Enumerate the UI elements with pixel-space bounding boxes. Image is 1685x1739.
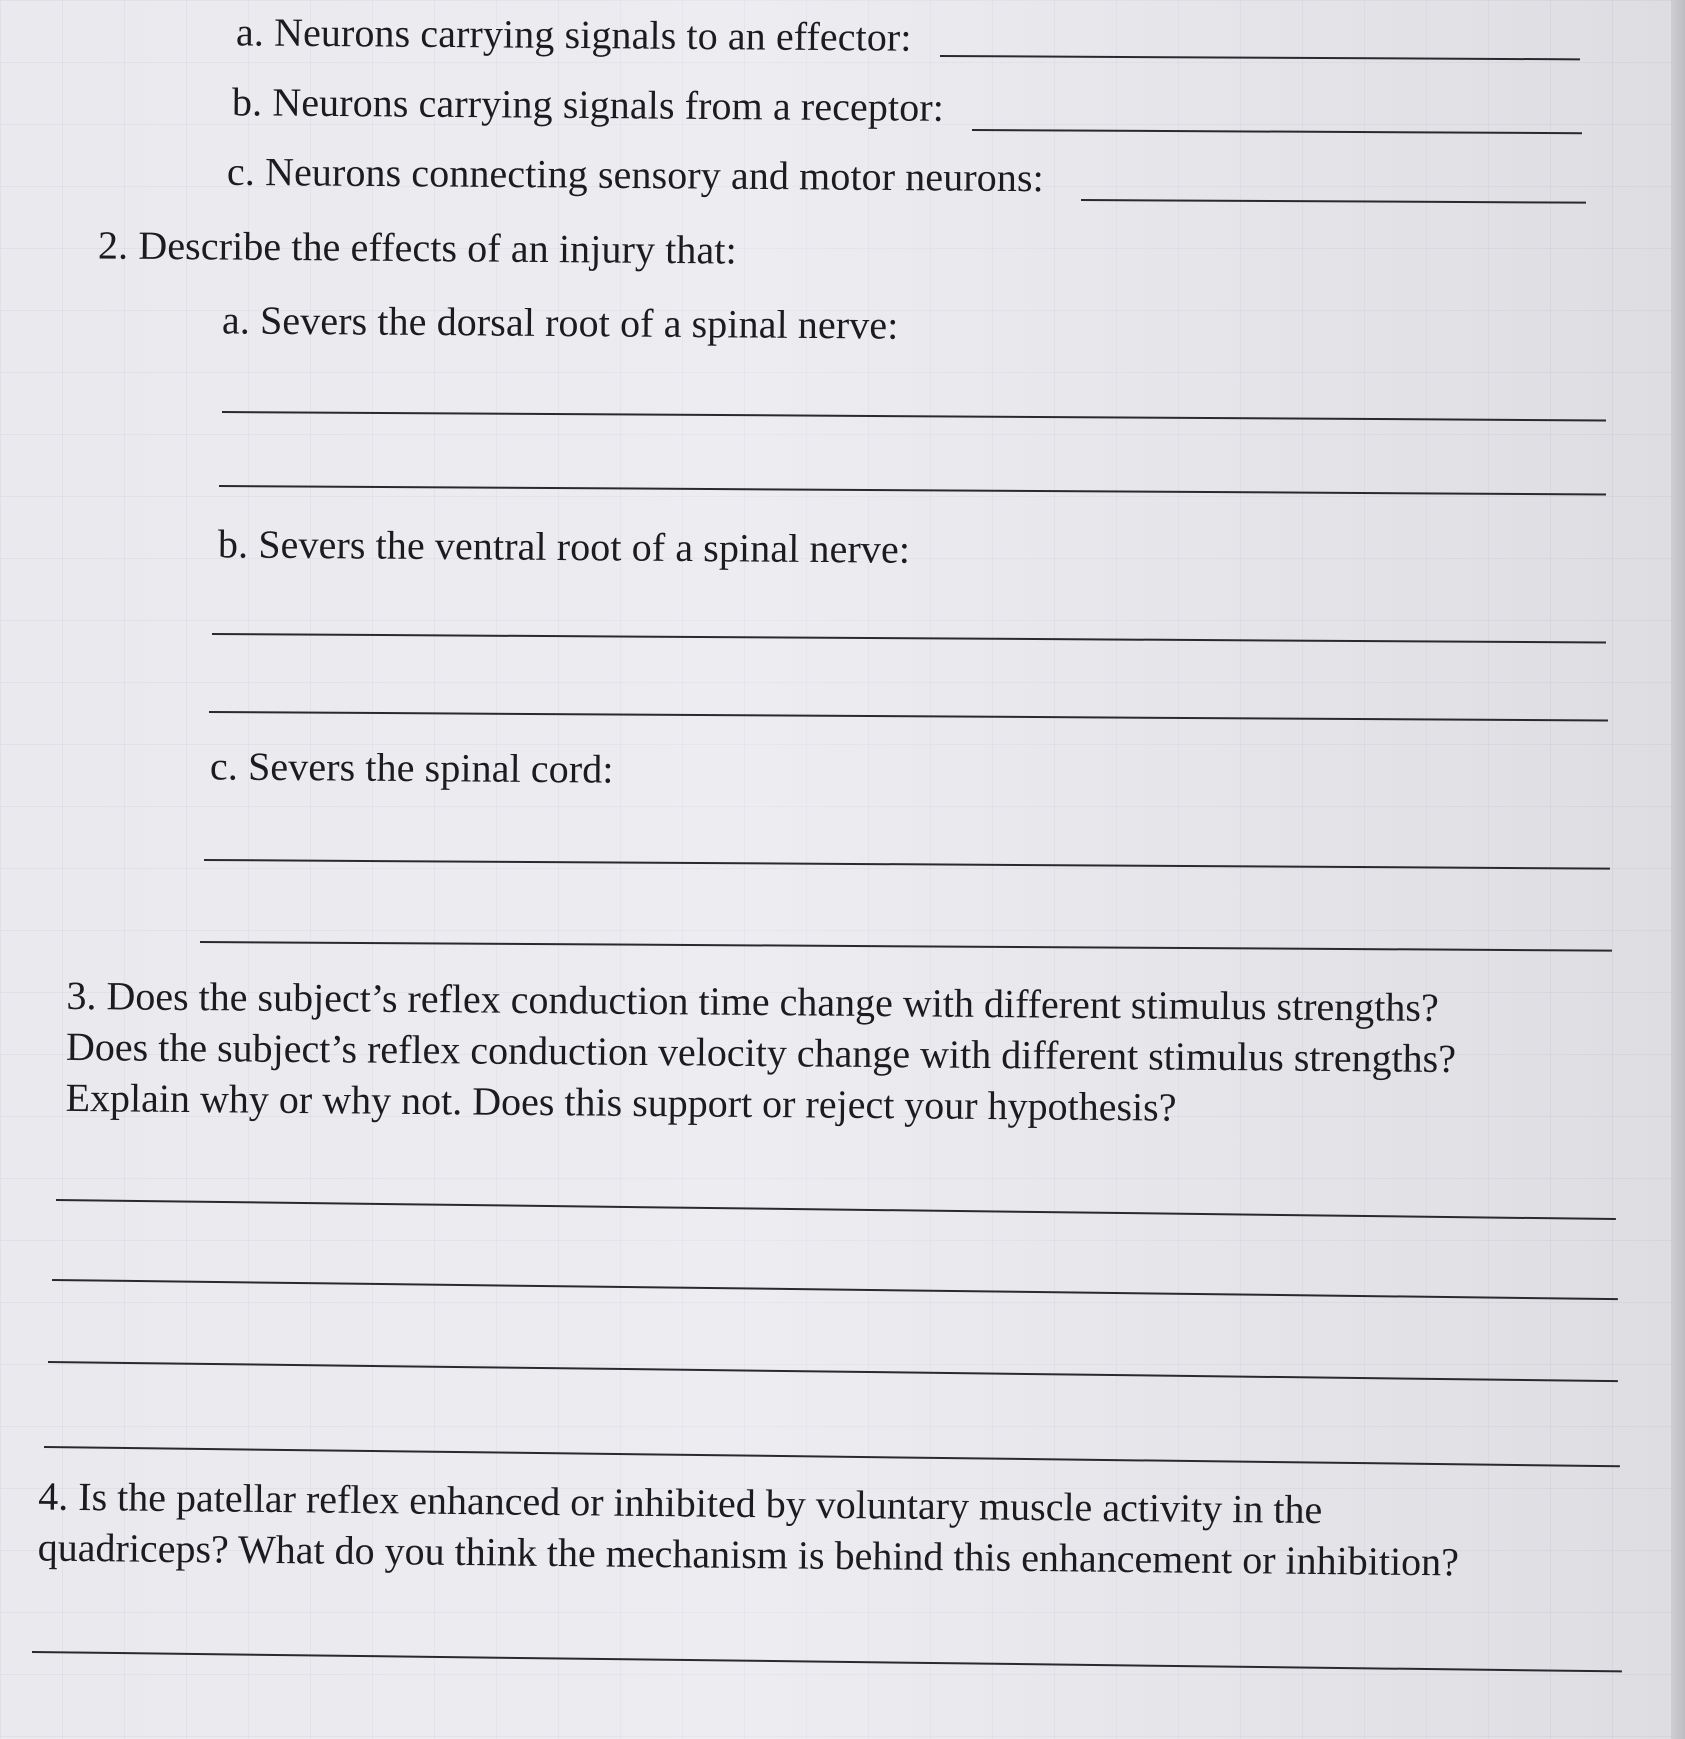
q4-line-2: quadriceps? What do you think the mechanism is behind this enhancement or inhibition? [37, 1524, 1460, 1585]
q1a-text: a. Neurons carrying signals to an effector: [235, 9, 912, 60]
q2b-text: b. Severs the ventral root of a spinal nerve: [217, 521, 911, 572]
q3-line-1: 3. Does the subject’s reflex conduction time change with different stimulus strengths? [66, 972, 1439, 1030]
q3-line-3: Explain why or why not. Does this support or reject your hypothesis? [65, 1074, 1177, 1130]
q4-text-block [38, 1471, 1460, 1588]
paper-edge [1671, 0, 1685, 1739]
q3-text-block [65, 970, 1456, 1135]
q2c-text: c. Severs the spinal cord: [209, 743, 614, 792]
q1b-text: b. Neurons carrying signals from a receptor: [231, 79, 945, 130]
q1c-text: c. Neurons connecting sensory and motor neurons: [226, 148, 1045, 201]
q2a-text: a. Severs the dorsal root of a spinal nerve: [221, 297, 899, 348]
q4-line-1: 4. Is the patellar reflex enhanced or inhibited by voluntary muscle activity in the [38, 1473, 1323, 1533]
q3-line-2: Does the subject’s reflex conduction velocity change with different stimulus strengths? [65, 1023, 1457, 1082]
q2-prompt: 2. Describe the effects of an injury that: [97, 222, 737, 273]
